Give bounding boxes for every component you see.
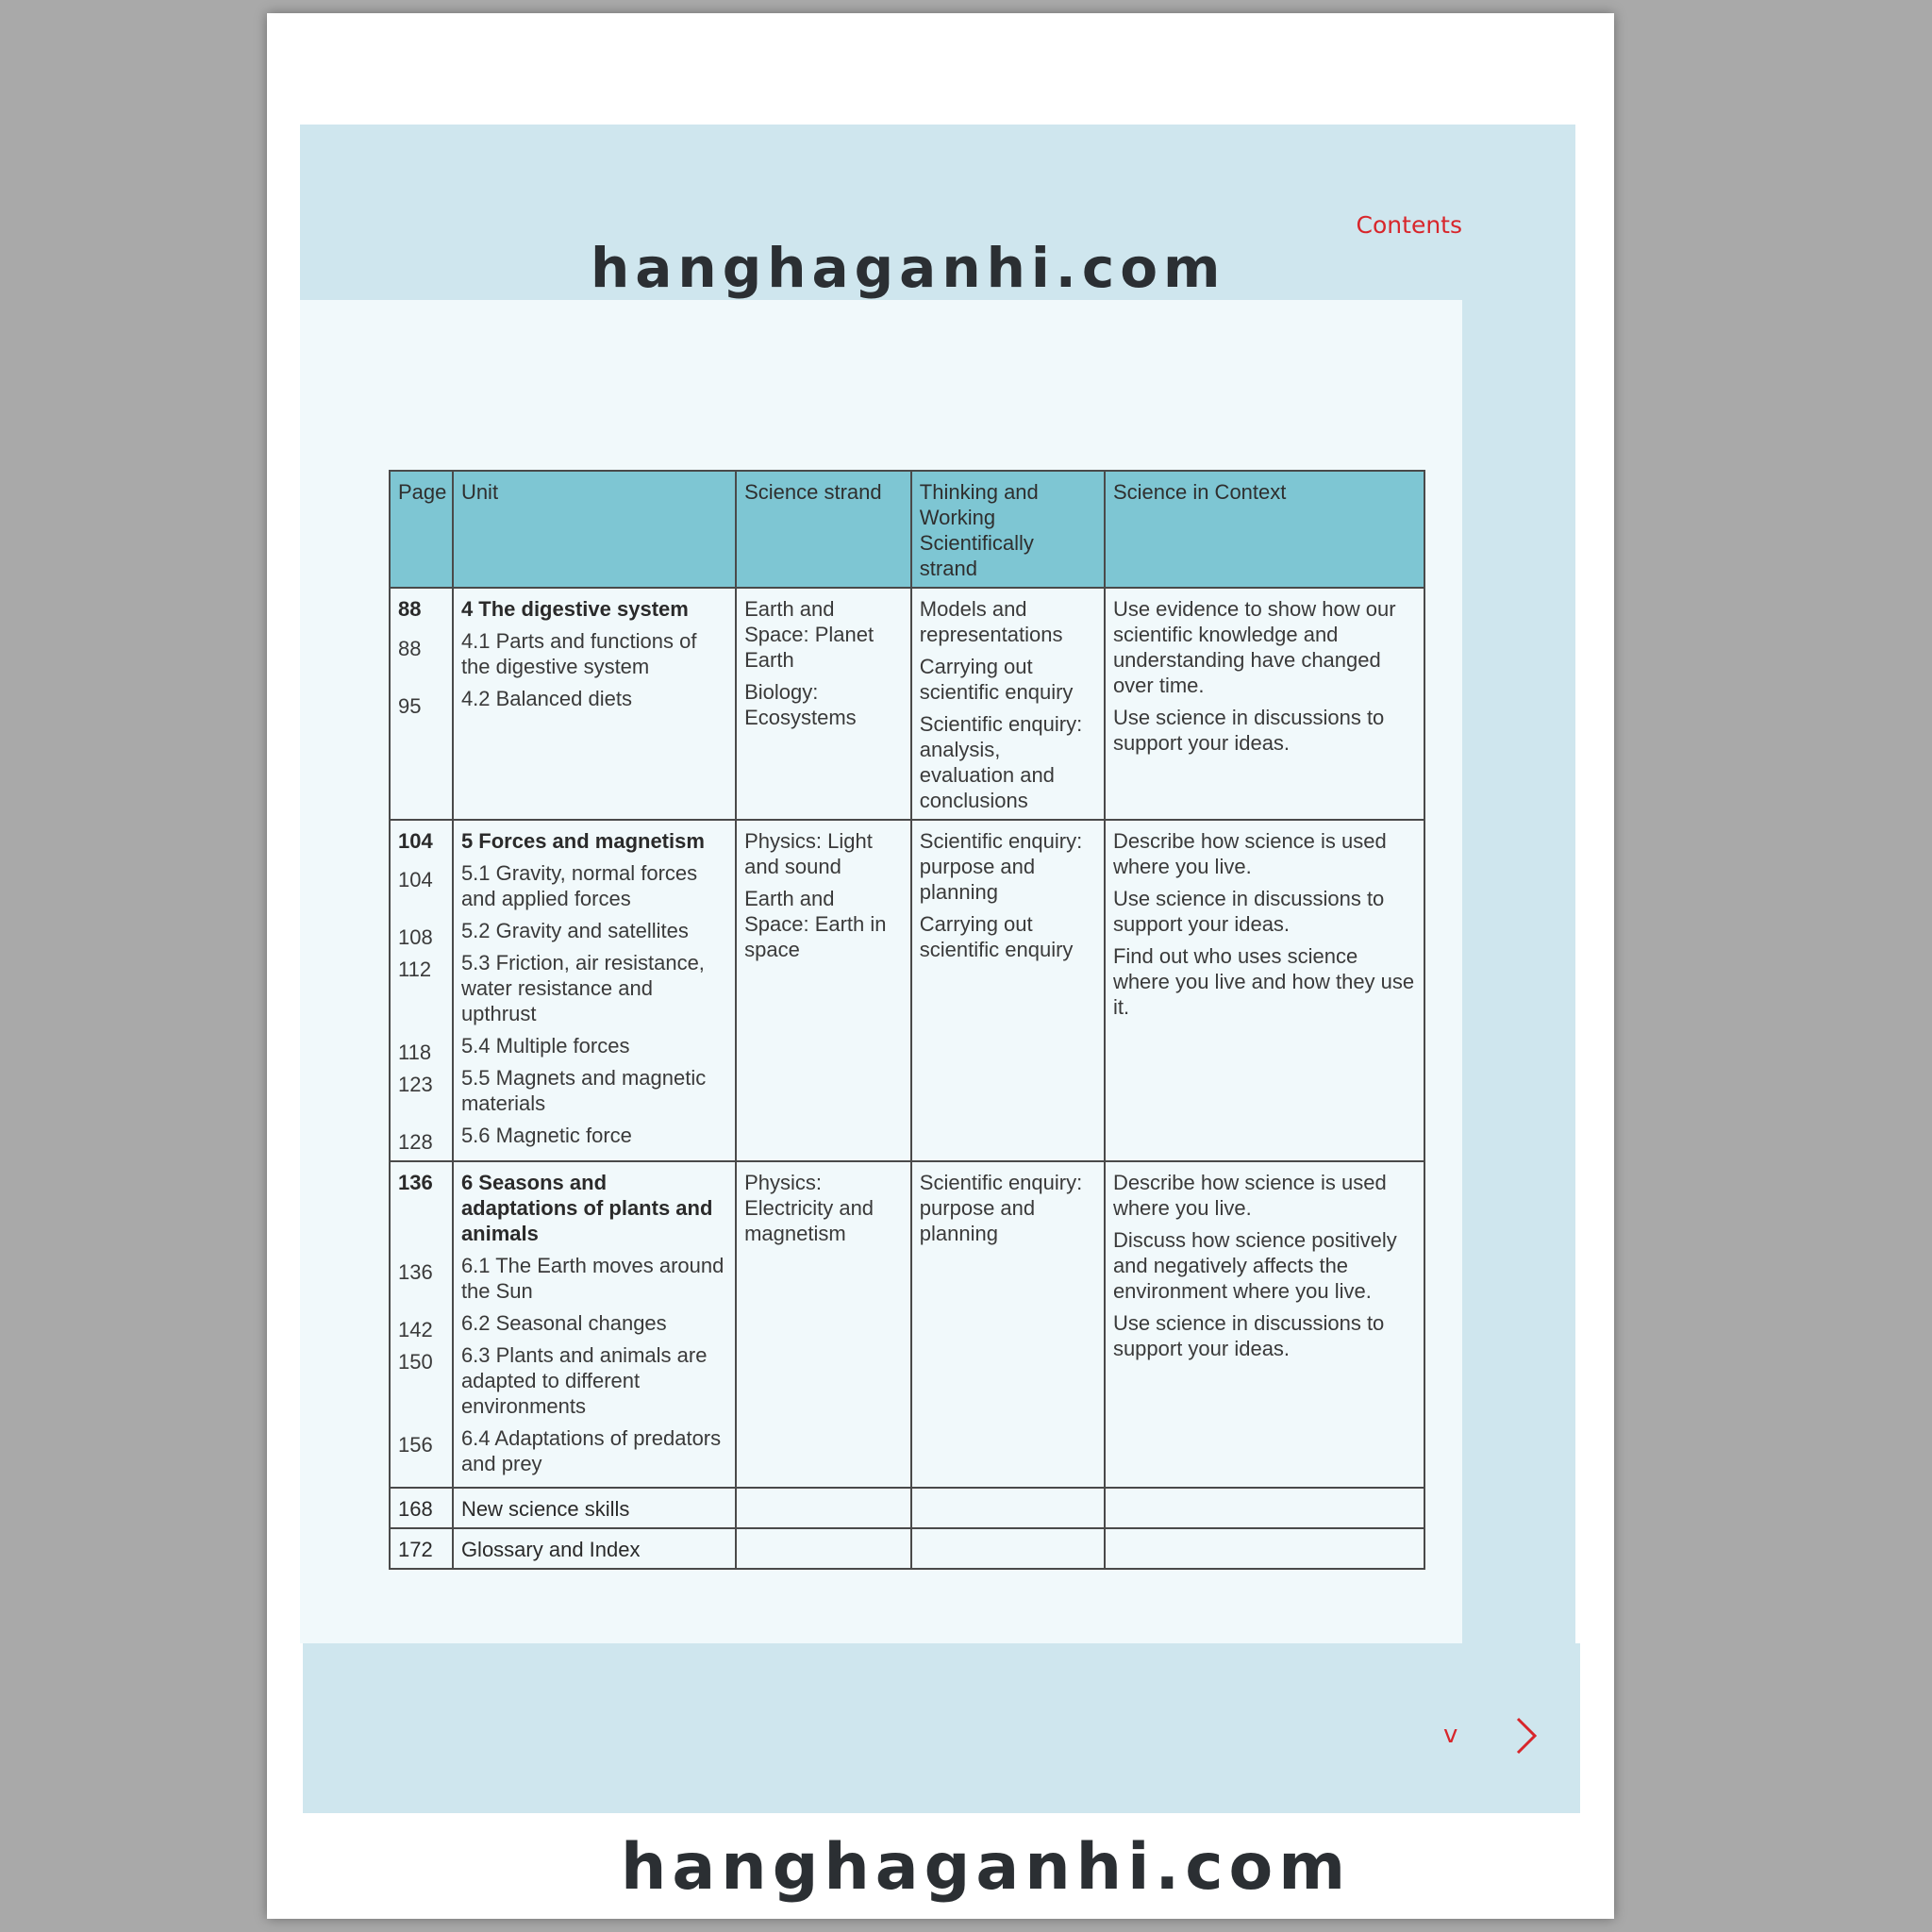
table-row — [390, 820, 1424, 1161]
unit-cell — [453, 1161, 736, 1488]
page-number: 128 — [398, 1130, 433, 1154]
tws-text: Scientific enquiry: purpose and planning — [919, 829, 1083, 904]
strand-text: Earth and Space: Earth in space — [744, 887, 887, 961]
context-text: Find out who uses science where you live and how they use it. — [1112, 944, 1415, 1019]
strand-text: Physics: Light and sound — [744, 829, 873, 878]
lesson-title: 6.2 Seasonal changes — [460, 1311, 667, 1335]
unit-title: 5 Forces and magnetism — [460, 829, 705, 853]
strand-text: Biology: Ecosystems — [744, 680, 857, 729]
context-text: Use science in discussions to support your ideas. — [1112, 887, 1385, 936]
strand-cell — [736, 820, 911, 1161]
tws-cell — [911, 1488, 1105, 1528]
page-number: 104 — [398, 868, 433, 891]
context-cell — [1105, 820, 1424, 1161]
context-text: Use evidence to show how our scientific knowledge and understanding have changed over time. — [1112, 597, 1396, 697]
context-cell — [1105, 1488, 1424, 1528]
tws-cell — [911, 1528, 1105, 1569]
unit-cell — [453, 588, 736, 820]
unit-title: 6 Seasons and adaptations of plants and animals — [460, 1171, 713, 1245]
lesson-title: 4.2 Balanced diets — [460, 687, 632, 710]
header-thinking-working: Thinking and Working Scientifically strand — [911, 471, 1105, 588]
page-cell — [390, 588, 453, 820]
strand-cell — [736, 1161, 911, 1488]
footer-band — [303, 1643, 1580, 1813]
context-text: Discuss how science positively and negatively affects the environment where you live. — [1112, 1228, 1397, 1303]
page-number: 156 — [398, 1433, 433, 1457]
table-row — [390, 1488, 1424, 1528]
page-cell: 172 — [390, 1528, 453, 1569]
page-number: 142 — [398, 1318, 433, 1341]
contents-table — [389, 470, 1425, 1570]
lesson-title: 5.6 Magnetic force — [460, 1124, 632, 1147]
page-number: 136 — [398, 1260, 433, 1284]
lesson-title: 6.3 Plants and animals are adapted to different environments — [460, 1343, 708, 1418]
strand-cell — [736, 1488, 911, 1528]
header-science-strand: Science strand — [736, 471, 911, 588]
unit-title: 4 The digestive system — [460, 597, 689, 621]
lesson-title: 6.4 Adaptations of predators and prey — [460, 1426, 722, 1475]
context-cell — [1105, 1161, 1424, 1488]
watermark-top: hanghaganhi.com — [591, 236, 1226, 300]
context-text: Describe how science is used where you live. — [1112, 1171, 1387, 1220]
tws-cell — [911, 1161, 1105, 1488]
page-number: 88 — [398, 597, 422, 621]
page-number: 104 — [398, 829, 433, 853]
unit-cell: Glossary and Index — [453, 1528, 736, 1569]
table-row — [390, 1161, 1424, 1488]
lesson-title: 4.1 Parts and functions of the digestive system — [460, 629, 697, 678]
header-science-context: Science in Context — [1105, 471, 1424, 588]
table-row — [390, 1528, 1424, 1569]
page-cell: 168 — [390, 1488, 453, 1528]
page-number: 123 — [398, 1073, 433, 1096]
table-header-row — [390, 471, 1424, 588]
page-number: 136 — [398, 1171, 433, 1194]
tws-cell — [911, 820, 1105, 1161]
page-number-footer: v — [1443, 1721, 1458, 1749]
side-band — [1462, 125, 1575, 1643]
tws-cell — [911, 588, 1105, 820]
tws-text: Carrying out scientific enquiry — [919, 912, 1074, 961]
section-label: Contents — [1356, 211, 1462, 239]
page-cell — [390, 820, 453, 1161]
page-number: 150 — [398, 1350, 433, 1374]
tws-text: Scientific enquiry: analysis, evaluation and conclusions — [919, 712, 1083, 812]
page-number: 112 — [398, 958, 432, 981]
unit-cell: New science skills — [453, 1488, 736, 1528]
tws-text: Models and representations — [919, 597, 1063, 646]
tws-text: Carrying out scientific enquiry — [919, 655, 1074, 704]
lesson-title: 6.1 The Earth moves around the Sun — [460, 1254, 724, 1303]
strand-cell — [736, 588, 911, 820]
context-cell — [1105, 1528, 1424, 1569]
context-text: Use science in discussions to support your ideas. — [1112, 1311, 1385, 1360]
watermark-bottom: hanghaganhi.com — [621, 1830, 1352, 1905]
context-text: Describe how science is used where you live. — [1112, 829, 1387, 878]
chevron-right-icon[interactable] — [1513, 1715, 1540, 1757]
page-cell — [390, 1161, 453, 1488]
lesson-title: 5.4 Multiple forces — [460, 1034, 630, 1058]
lesson-title: 5.3 Friction, air resistance, water resistance and upthrust — [460, 951, 705, 1025]
context-text: Use science in discussions to support your ideas. — [1112, 706, 1385, 755]
lesson-title: 5.5 Magnets and magnetic materials — [460, 1066, 707, 1115]
tws-text: Scientific enquiry: purpose and planning — [919, 1171, 1083, 1245]
page-number: 108 — [398, 925, 433, 949]
page-number: 88 — [398, 637, 422, 660]
strand-cell — [736, 1528, 911, 1569]
header-unit: Unit — [453, 471, 736, 588]
context-cell — [1105, 588, 1424, 820]
lesson-title: 5.2 Gravity and satellites — [460, 919, 689, 942]
page-number: 95 — [398, 694, 422, 718]
page-number: 118 — [398, 1041, 432, 1064]
unit-cell — [453, 820, 736, 1161]
header-page: Page — [390, 471, 453, 588]
strand-text: Physics: Electricity and magnetism — [744, 1171, 874, 1245]
table-row — [390, 588, 1424, 820]
strand-text: Earth and Space: Planet Earth — [744, 597, 874, 672]
lesson-title: 5.1 Gravity, normal forces and applied forces — [460, 861, 698, 910]
